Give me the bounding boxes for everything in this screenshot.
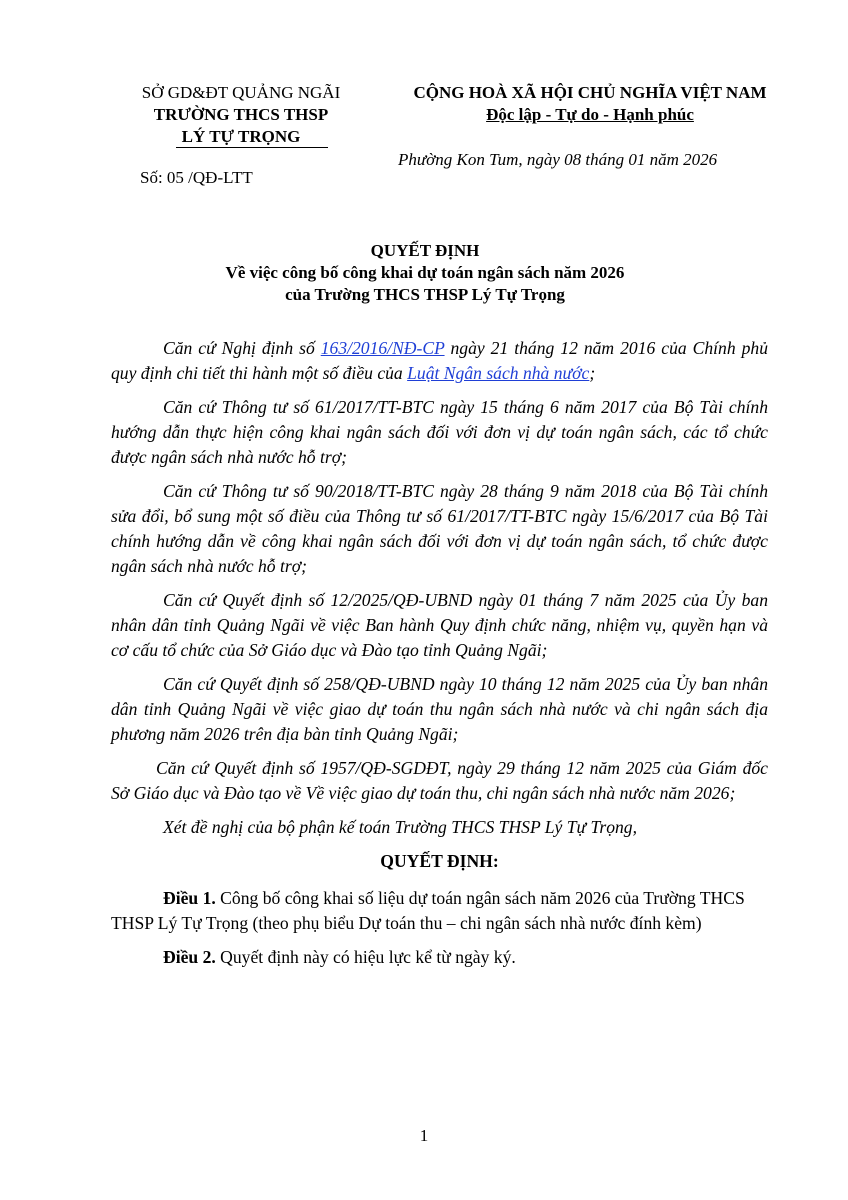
preamble-paragraph-7: Xét đề nghị của bộ phận kế toán Trường THCS THSP Lý Tự Trọng, xyxy=(163,817,637,837)
national-motto: Độc lập - Tự do - Hạnh phúc xyxy=(486,105,694,124)
title-line-3: của Trường THCS THSP Lý Tự Trọng xyxy=(285,285,565,304)
nation-name: CỘNG HOÀ XÃ HỘI CHỦ NGHĨA VIỆT NAM xyxy=(413,83,767,102)
article-2 xyxy=(111,945,768,970)
national-title-block xyxy=(388,82,792,126)
decree-link[interactable]: 163/2016/NĐ-CP xyxy=(320,338,445,358)
document-number: Số: 05 /QĐ-LTT xyxy=(140,168,253,187)
preamble-1-text-b: ngày 21 tháng 12 năm 2016 của Chính phủ quy định chi tiết thi hành một số điều của xyxy=(111,338,769,383)
preamble-paragraph-6: Căn cứ Quyết định số 1957/QĐ-SGDĐT, ngày 29 tháng 12 năm 2025 của Giám đốc Sở Giáo dục và Đào tạo về Về việc giao dự toán thu, chi ngân sách nhà nước năm 2026; xyxy=(111,758,768,803)
preamble-paragraph-3: Căn cứ Thông tư số 90/2018/TT-BTC ngày 28 tháng 9 năm 2018 của Bộ Tài chính sửa đổi, bổ sung một số điều của Thông tư số 61/2017/TT-BTC ngày 15/6/2017 của Bộ Tài chính hướng dẫn về công khai ngân sách đối với đơn vị dự toán ngân sách, tổ chức được ngân sách nhà nước hỗ trợ; xyxy=(111,481,768,576)
article-2-text: Quyết định này có hiệu lực kể từ ngày ký. xyxy=(215,947,516,967)
article-1-text: Công bố công khai số liệu dự toán ngân sách năm 2026 của Trường THCS THSP Lý Tự Trọng (theo phụ biểu Dự toán thu – chi ngân sách nhà nước đính kèm) xyxy=(111,888,745,933)
department-name: SỞ GD&ĐT QUẢNG NGÃI xyxy=(141,83,341,102)
decision-heading: QUYẾT ĐỊNH: xyxy=(380,851,499,871)
issuing-agency-block xyxy=(108,82,374,148)
article-1-label: Điều 1. xyxy=(163,888,216,908)
preamble-paragraph-4: Căn cứ Quyết định số 12/2025/QĐ-UBND ngày 01 tháng 7 năm 2025 của Ủy ban nhân dân tỉnh Quảng Ngãi về việc Ban hành Quy định chức năng, nhiệm vụ, quyền hạn và cơ cấu tổ chức của Sở Giáo dục và Đào tạo tỉnh Quảng Ngãi; xyxy=(111,590,768,660)
article-1 xyxy=(111,886,768,936)
preamble-paragraph-5: Căn cứ Quyết định số 258/QĐ-UBND ngày 10 tháng 12 năm 2025 của Ủy ban nhân dân tỉnh Quảng Ngãi về việc giao dự toán thu ngân sách nhà nước và chi ngân sách địa phương năm 2026 trên địa bàn tỉnh Quảng Ngãi; xyxy=(111,674,768,744)
article-2-label: Điều 2. xyxy=(163,947,216,967)
preamble-1-text-c: ; xyxy=(589,363,596,383)
header-divider-left xyxy=(176,147,328,148)
school-name-line2: LÝ TỰ TRỌNG xyxy=(181,127,301,146)
budget-law-link[interactable]: Luật Ngân sách nhà nước xyxy=(407,363,590,383)
preamble-paragraph-2: Căn cứ Thông tư số 61/2017/TT-BTC ngày 15 tháng 6 năm 2017 của Bộ Tài chính hướng dẫn thực hiện công khai ngân sách đối với đơn vị dự toán ngân sách, các tổ chức được ngân sách nhà nước hỗ trợ; xyxy=(111,397,768,467)
issue-date: Phường Kon Tum, ngày 08 tháng 01 năm 2026 xyxy=(398,150,718,169)
title-line-1: QUYẾT ĐỊNH xyxy=(370,241,480,260)
title-line-2: Về việc công bố công khai dự toán ngân sách năm 2026 xyxy=(225,263,625,282)
school-name-line1: TRƯỜNG THCS THSP xyxy=(153,105,329,124)
preamble-paragraph-1 xyxy=(111,336,768,386)
document-body xyxy=(111,336,768,979)
document-title xyxy=(80,240,770,306)
preamble-1-text-a: Căn cứ Nghị định số xyxy=(163,338,321,358)
page-number: 1 xyxy=(419,1126,429,1145)
